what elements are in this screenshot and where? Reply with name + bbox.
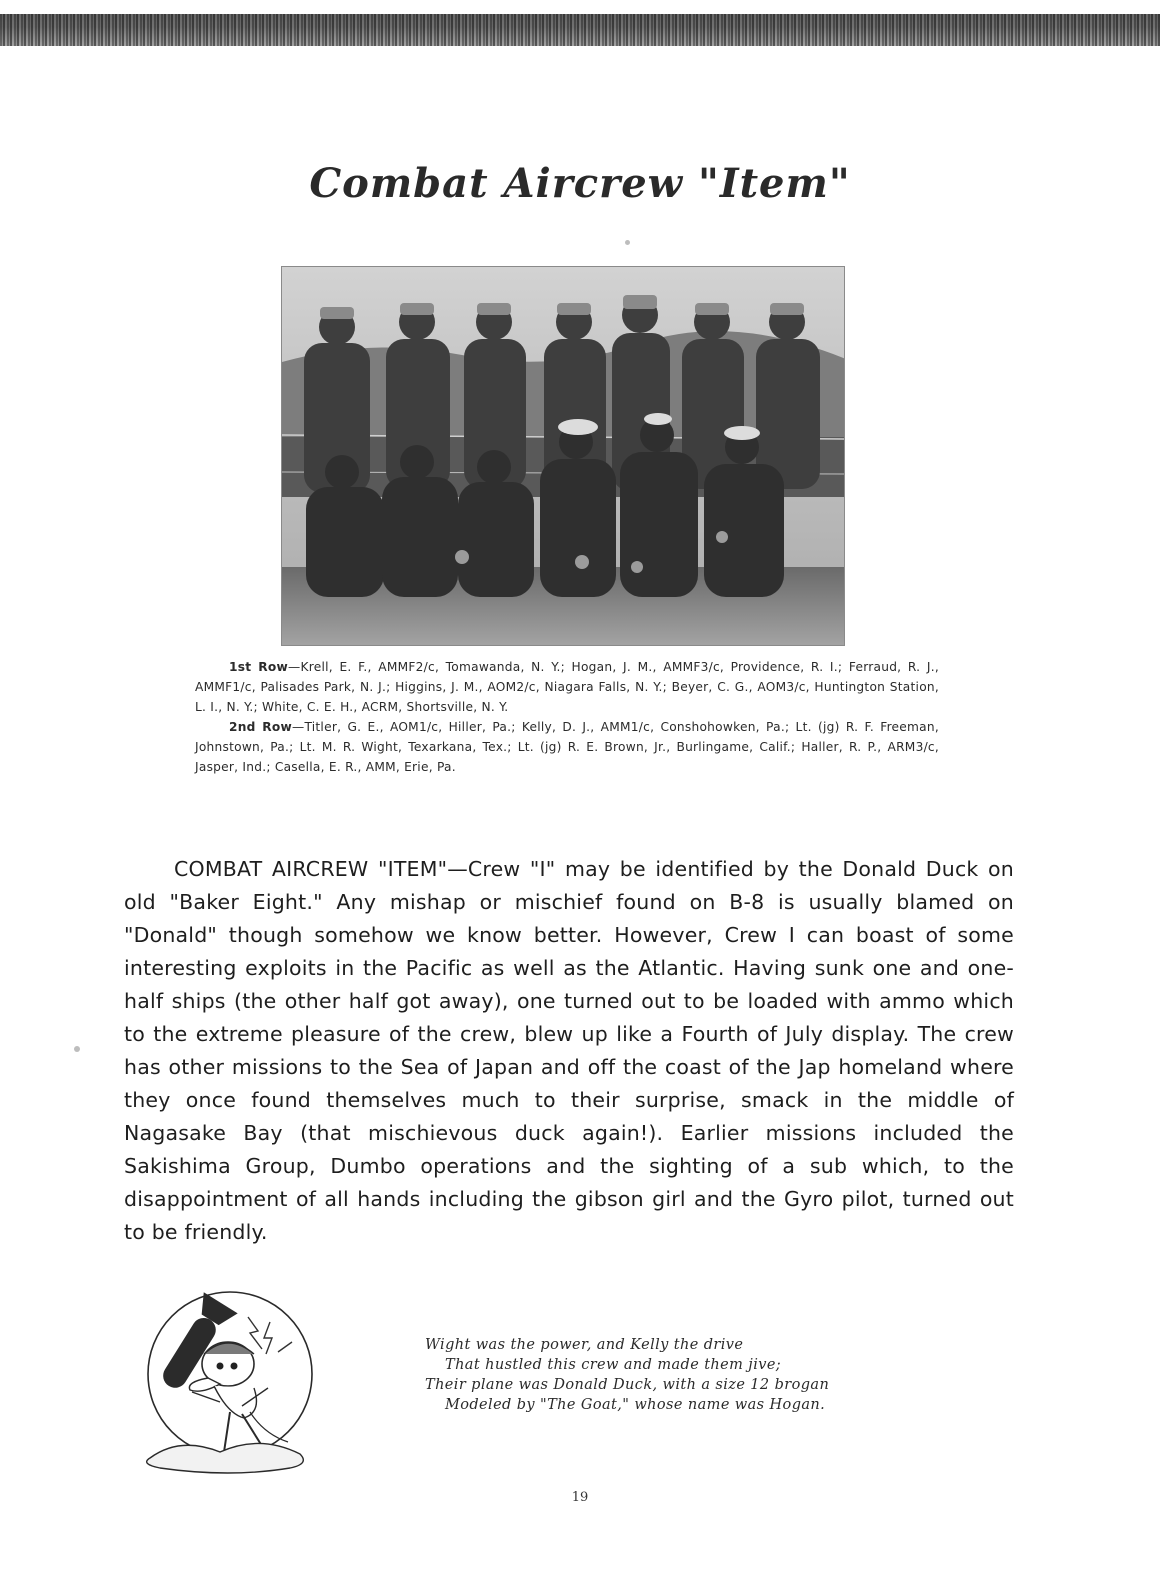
caption-row-1 — [195, 657, 939, 717]
poem-line: Their plane was Donald Duck, with a size 12 brogan — [425, 1377, 830, 1393]
caption-row-2 — [195, 717, 939, 777]
poem — [425, 1335, 945, 1415]
poem-line: Wight was the power, and Kelly the drive — [425, 1337, 744, 1353]
page-number: 19 — [571, 1490, 589, 1505]
caption-row-2-label: 2nd Row — [229, 720, 293, 734]
caption-row-1-text: —Krell, E. F., AMMF2/c, Tomawanda, N. Y.; Hogan, J. M., AMMF3/c, Providence, R. I.; Ferraud, R. J., AMMF1/c, Palisades Park, N. J.; Higgins, J. M., AOM2/c, Niagara Falls, N. Y.; Beyer, C. G., AOM3/c, Huntington Station, L. I., N. Y.; White, C. E. H., ACRM, Shortsville, N. Y. — [195, 660, 939, 714]
caption-row-1-label: 1st Row — [229, 660, 289, 674]
poem-line: That hustled this crew and made them jive; — [445, 1357, 782, 1373]
poem-line: Modeled by "The Goat," whose name was Hogan. — [445, 1397, 826, 1413]
photo-caption — [195, 657, 939, 777]
crew-photo-image — [282, 267, 845, 646]
donald-duck-bomb-emblem-icon — [130, 1282, 330, 1482]
caption-row-2-text: —Titler, G. E., AOM1/c, Hiller, Pa.; Kelly, D. J., AMM1/c, Conshohowken, Pa.; Lt. (jg) R. F. Freeman, Johnstown, Pa.; Lt. M. R. Wight, Texarkana, Tex.; Lt. (jg) R. E. Brown, Jr., Burlingame, Calif.; Haller, R. P., ARM3/c, Jasper, Ind.; Casella, E. R., AMM, Erie, Pa. — [195, 720, 939, 774]
page-title: Combat Aircrew "Item" — [309, 160, 851, 207]
scan-speck — [625, 240, 630, 245]
crew-photo — [281, 266, 845, 646]
scan-speck — [74, 1046, 80, 1052]
body-paragraph: COMBAT AIRCREW "ITEM"—Crew "I" may be identified by the Donald Duck on old "Baker Eight." Any mishap or mischief found on B-8 is usually blamed on "Donald" though somehow we know better. However, Crew I can boast of some interesting exploits in the Pacific as well as the Atlantic. Having sunk one and one-half ships (the other half got away), one turned out to be loaded with ammo which to the extreme pleasure of the crew, blew up like a Fourth of July display. The crew has other missions to the Sea of Japan and off the coast of the Jap homeland where they once found themselves much to their surprise, smack in the middle of Nagasake Bay (that mischievous duck again!). Earlier missions included the Sakishima Group, Dumbo operations and the sighting of a sub which, to the disappointment of all hands including the gibson girl and the Gyro pilot, turned out to be friendly. — [124, 857, 1014, 1244]
page-top-edge — [0, 0, 1160, 46]
